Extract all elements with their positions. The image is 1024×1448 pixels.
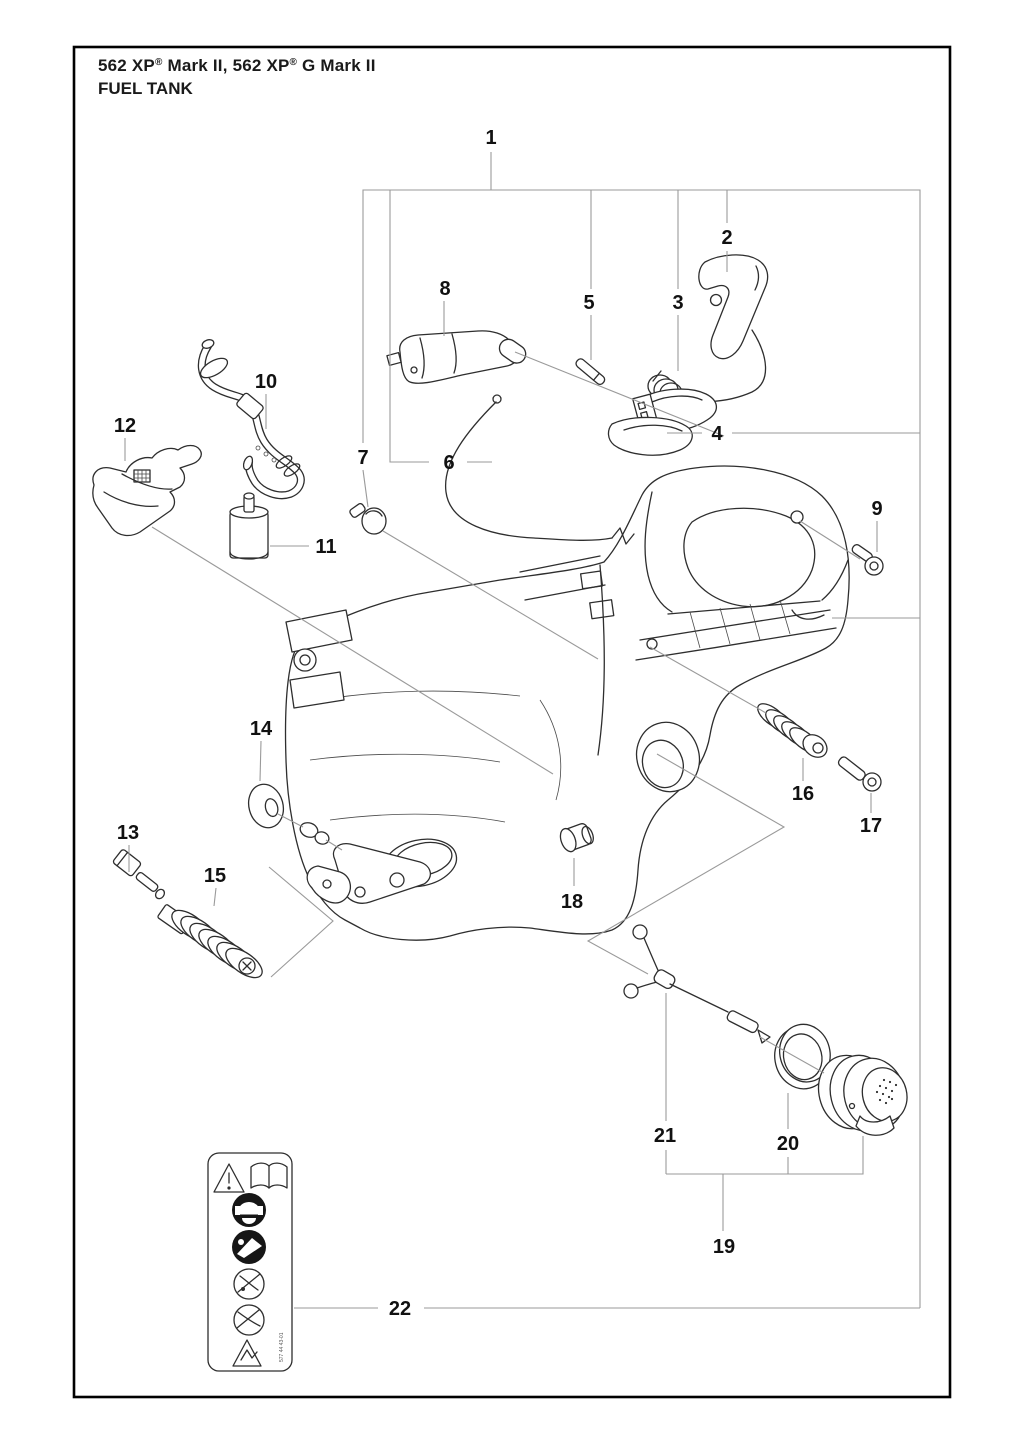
throttle-lockout-lever-drawing bbox=[387, 331, 529, 383]
throttle-cable-drawing bbox=[446, 395, 634, 544]
screw-17-drawing bbox=[837, 755, 881, 791]
callout-7: 7 bbox=[357, 447, 369, 469]
callout-4: 4 bbox=[711, 423, 723, 445]
trigger-pin-drawing bbox=[574, 357, 606, 386]
callout-11: 11 bbox=[315, 536, 337, 558]
decal-part-code: 577 44 43-01 bbox=[279, 1332, 285, 1362]
model-name: 562 XP bbox=[98, 56, 155, 75]
callout-10: 10 bbox=[254, 371, 278, 393]
callout-13: 13 bbox=[116, 822, 140, 844]
callout-22: 22 bbox=[388, 1298, 412, 1320]
callout-15: 15 bbox=[203, 865, 227, 887]
registered-mark-2: ® bbox=[289, 57, 298, 68]
page-title-section: FUEL TANK bbox=[98, 79, 193, 98]
safety-decal-drawing bbox=[208, 1153, 292, 1371]
callout-9: 9 bbox=[871, 498, 883, 520]
cap-retainer-drawing bbox=[624, 925, 770, 1043]
callout-6: 6 bbox=[443, 452, 455, 474]
page-title-models bbox=[98, 56, 376, 76]
callout-19: 19 bbox=[712, 1236, 736, 1258]
fuel-tank-body-drawing bbox=[286, 466, 850, 940]
callout-18: 18 bbox=[560, 891, 584, 913]
screw-9-drawing bbox=[851, 543, 883, 575]
fuel-hose-drawing bbox=[198, 338, 302, 495]
screw-13-drawing bbox=[112, 849, 166, 901]
throttle-trigger-drawing bbox=[699, 255, 768, 359]
model-name-2: Mark II, 562 XP bbox=[162, 56, 290, 75]
title-block bbox=[98, 56, 376, 99]
hose-guard-drawing bbox=[93, 446, 201, 536]
callout-8: 8 bbox=[439, 278, 451, 300]
spring-damper-16-drawing bbox=[754, 699, 832, 762]
grommet-drawing bbox=[349, 502, 386, 534]
throttle-lever-assembly-drawing bbox=[608, 389, 716, 455]
spring-damper-15-drawing bbox=[157, 904, 267, 983]
callout-21: 21 bbox=[653, 1125, 677, 1147]
callout-14: 14 bbox=[249, 718, 273, 740]
callout-16: 16 bbox=[791, 783, 815, 805]
model-name-3: G Mark II bbox=[297, 56, 376, 75]
callout-12: 12 bbox=[113, 415, 137, 437]
fuel-filter-drawing bbox=[230, 493, 268, 559]
kickback-hands-icon bbox=[232, 1230, 266, 1264]
callout-5: 5 bbox=[583, 292, 595, 314]
callout-2: 2 bbox=[721, 227, 733, 249]
callout-3: 3 bbox=[672, 292, 684, 314]
protection-gear-icon bbox=[232, 1193, 266, 1227]
callout-17: 17 bbox=[859, 815, 883, 837]
callout-20: 20 bbox=[776, 1133, 800, 1155]
callout-1: 1 bbox=[485, 127, 497, 149]
registered-mark: ® bbox=[154, 57, 163, 68]
